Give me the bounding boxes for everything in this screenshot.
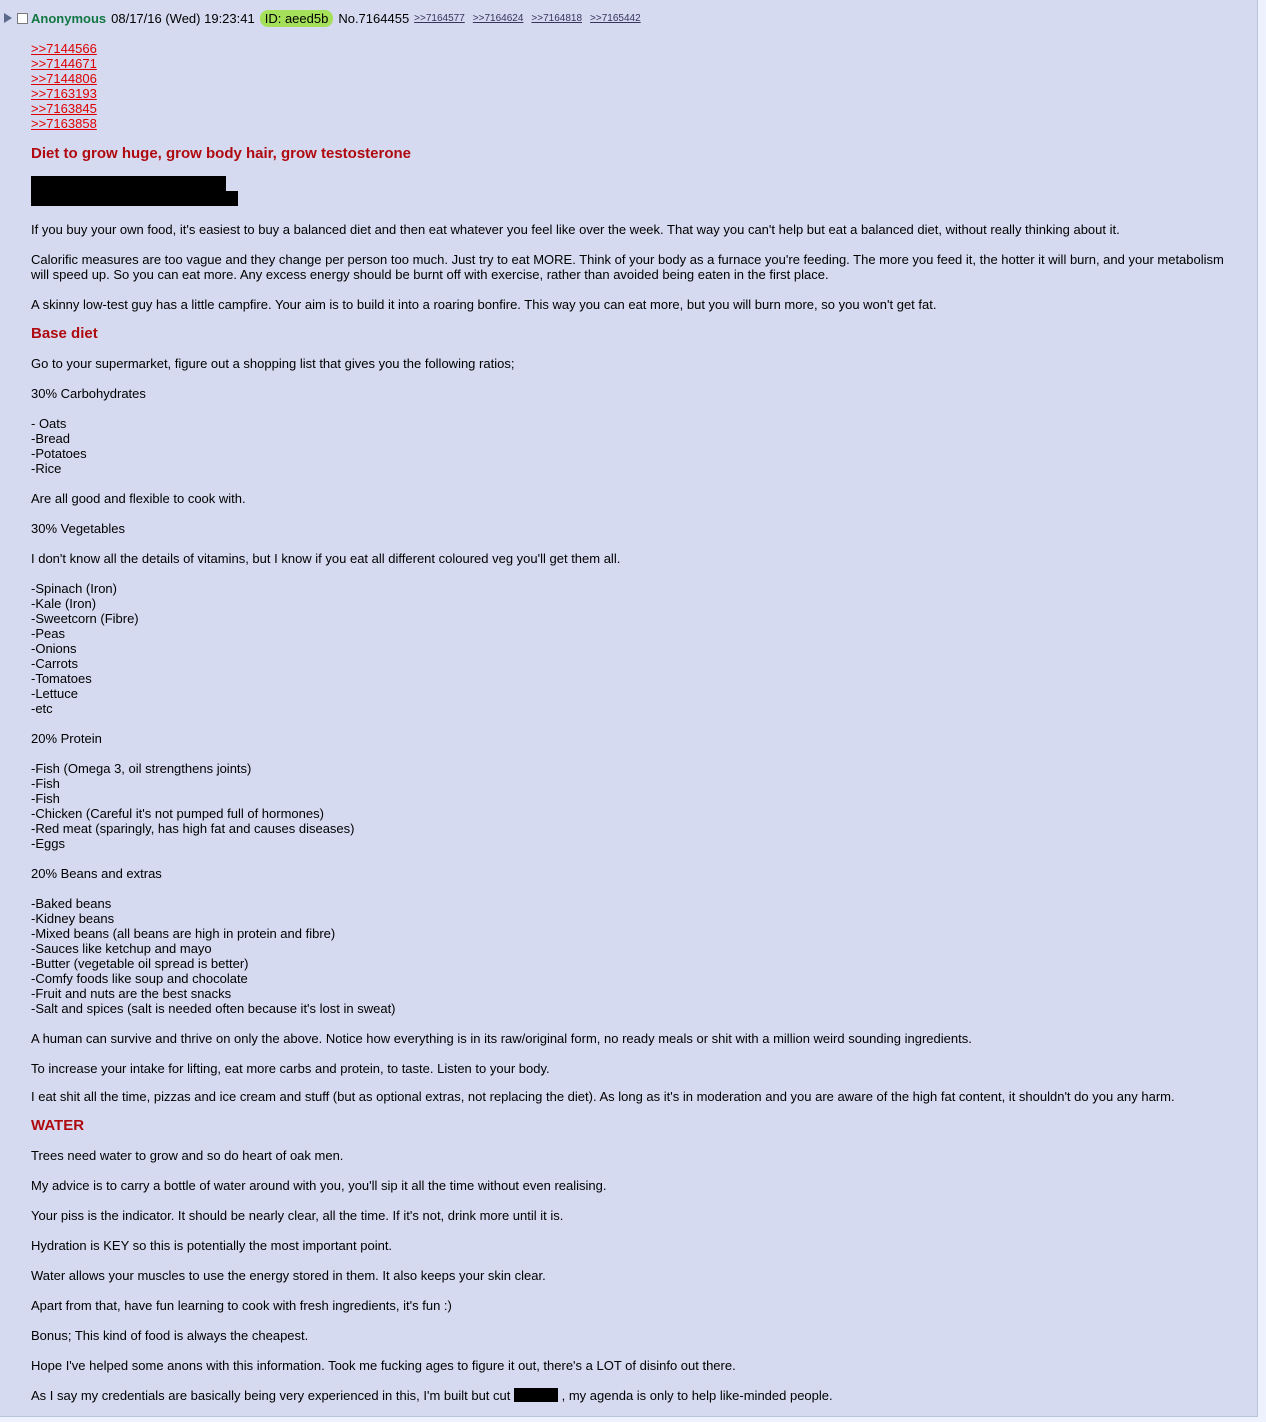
paragraph: Calorific measures are too vague and they change per person too much. Just try to eat MORE. Think of your body as a furnace you're feeding. The more you feed it, the hotter it will burn, and your metabolism will speed up. So you can eat more. Any excess energy should be burnt off with exercise, rather than avoided being eaten in the first place. bbox=[31, 252, 1224, 282]
list-item: -Chicken (Careful it's not pumped full of hormones) bbox=[31, 806, 324, 821]
paragraph-final bbox=[31, 1388, 1241, 1403]
list-item: -Rice bbox=[31, 461, 62, 476]
paragraph: Your piss is the indicator. It should be nearly clear, all the time. If it's not, drink more until it is. bbox=[31, 1208, 564, 1223]
section-heading-base-diet: Base diet bbox=[31, 325, 98, 342]
list-item: -etc bbox=[31, 701, 53, 716]
list-item: -Salt and spices (salt is needed often because it's lost in sweat) bbox=[31, 1001, 396, 1016]
post-datetime: 08/17/16 (Wed) 19:23:41 bbox=[111, 10, 255, 26]
list-item: -Peas bbox=[31, 626, 65, 641]
paragraph: Go to your supermarket, figure out a shopping list that gives you the following ratios; bbox=[31, 356, 515, 371]
list-item: -Tomatoes bbox=[31, 671, 92, 686]
paragraph: A skinny low-test guy has a little campfire. Your aim is to build it into a roaring bonfire. This way you can eat more, but you will burn more, so you won't get fat. bbox=[31, 297, 937, 312]
quotelink[interactable]: >>7163858 bbox=[31, 116, 97, 131]
list-item: -Carrots bbox=[31, 656, 78, 671]
post-header bbox=[4, 9, 649, 27]
category-title: 30% Carbohydrates bbox=[31, 386, 146, 401]
paragraph: Apart from that, have fun learning to cook with fresh ingredients, it's fun :) bbox=[31, 1298, 452, 1313]
redaction-block bbox=[31, 176, 238, 208]
section-heading-main: Diet to grow huge, grow body hair, grow testosterone bbox=[31, 145, 412, 162]
paragraph: To increase your intake for lifting, eat more carbs and protein, to taste. Listen to your body. bbox=[31, 1061, 550, 1076]
post-message bbox=[31, 41, 1241, 1403]
quotelink[interactable]: >>7144806 bbox=[31, 71, 97, 86]
quotelink[interactable]: >>7144671 bbox=[31, 56, 97, 71]
list-item: -Comfy foods like soup and chocolate bbox=[31, 971, 248, 986]
post-menu-arrow-icon[interactable] bbox=[4, 13, 12, 23]
backlink[interactable]: >>7164577 bbox=[414, 12, 465, 24]
paragraph: Hope I've helped some anons with this information. Took me fucking ages to figure it out, there's a LOT of disinfo out there. bbox=[31, 1358, 736, 1373]
list-item: -Mixed beans (all beans are high in protein and fibre) bbox=[31, 926, 336, 941]
list-item: -Kidney beans bbox=[31, 911, 115, 926]
page-edge bbox=[1259, 0, 1266, 1422]
post-select-checkbox[interactable] bbox=[17, 13, 28, 24]
category-title: 20% Protein bbox=[31, 731, 102, 746]
list-item: -Eggs bbox=[31, 836, 65, 851]
paragraph: A human can survive and thrive on only the above. Notice how everything is in its raw/original form, no ready meals or shit with a million weird sounding ingredients. bbox=[31, 1031, 972, 1046]
quotelink[interactable]: >>7144566 bbox=[31, 41, 97, 56]
final-text-before: As I say my credentials are basically being very experienced in this, I'm built but cut bbox=[31, 1388, 511, 1403]
paragraph: I don't know all the details of vitamins, but I know if you eat all different coloured veg you'll get them all. bbox=[31, 551, 621, 566]
section-heading-water: WATER bbox=[31, 1117, 85, 1134]
list-item: -Fish bbox=[31, 791, 60, 806]
category-title: 20% Beans and extras bbox=[31, 866, 162, 881]
list-item: -Butter (vegetable oil spread is better) bbox=[31, 956, 249, 971]
paragraph: Are all good and flexible to cook with. bbox=[31, 491, 246, 506]
list-item: -Spinach (Iron) bbox=[31, 581, 117, 596]
paragraph: Trees need water to grow and so do heart of oak men. bbox=[31, 1148, 344, 1163]
paragraph: Hydration is KEY so this is potentially the most important point. bbox=[31, 1238, 393, 1253]
poster-id-badge[interactable]: ID: aeed5b bbox=[260, 10, 334, 27]
redaction-bar bbox=[31, 191, 238, 206]
list-item: -Bread bbox=[31, 431, 71, 446]
final-text-after: , my agenda is only to help like-minded people. bbox=[561, 1388, 833, 1403]
list-item: -Kale (Iron) bbox=[31, 596, 97, 611]
list-item: -Baked beans bbox=[31, 896, 112, 911]
quotelink[interactable]: >>7163845 bbox=[31, 101, 97, 116]
backlink[interactable]: >>7164818 bbox=[531, 12, 583, 24]
quotelink-list bbox=[31, 41, 1241, 131]
paragraph: If you buy your own food, it's easiest to buy a balanced diet and then eat whatever you feel like over the week. That way you can't help but eat a balanced diet, without really thinking about it. bbox=[31, 222, 1120, 237]
list-item: -Sauces like ketchup and mayo bbox=[31, 941, 212, 956]
list-item: -Fish (Omega 3, oil strengthens joints) bbox=[31, 761, 252, 776]
backlink[interactable]: >>7165442 bbox=[590, 12, 641, 24]
list-item: -Sweetcorn (Fibre) bbox=[31, 611, 139, 626]
list-item: -Red meat (sparingly, has high fat and causes diseases) bbox=[31, 821, 355, 836]
paragraph: Water allows your muscles to use the energy stored in them. It also keeps your skin clear. bbox=[31, 1268, 546, 1283]
list-item: -Lettuce bbox=[31, 686, 78, 701]
paragraph: Bonus; This kind of food is always the cheapest. bbox=[31, 1328, 309, 1343]
list-item: - Oats bbox=[31, 416, 67, 431]
list-item: -Fish bbox=[31, 776, 60, 791]
list-item: -Fruit and nuts are the best snacks bbox=[31, 986, 232, 1001]
category-title: 30% Vegetables bbox=[31, 521, 125, 536]
list-item: -Potatoes bbox=[31, 446, 87, 461]
paragraph: I eat shit all the time, pizzas and ice cream and stuff (but as optional extras, not replacing the diet). As long as it's in moderation and you are aware of the high fat content, it shouldn't do you any harm. bbox=[31, 1089, 1175, 1104]
quotelink[interactable]: >>7163193 bbox=[31, 86, 97, 101]
inline-redaction-bar bbox=[514, 1388, 558, 1402]
paragraph: My advice is to carry a bottle of water around with you, you'll sip it all the time without even realising. bbox=[31, 1178, 607, 1193]
post-number[interactable]: No.7164455 bbox=[338, 10, 410, 26]
list-item: -Onions bbox=[31, 641, 77, 656]
poster-name: Anonymous bbox=[31, 10, 107, 26]
backlink[interactable]: >>7164624 bbox=[472, 12, 524, 24]
